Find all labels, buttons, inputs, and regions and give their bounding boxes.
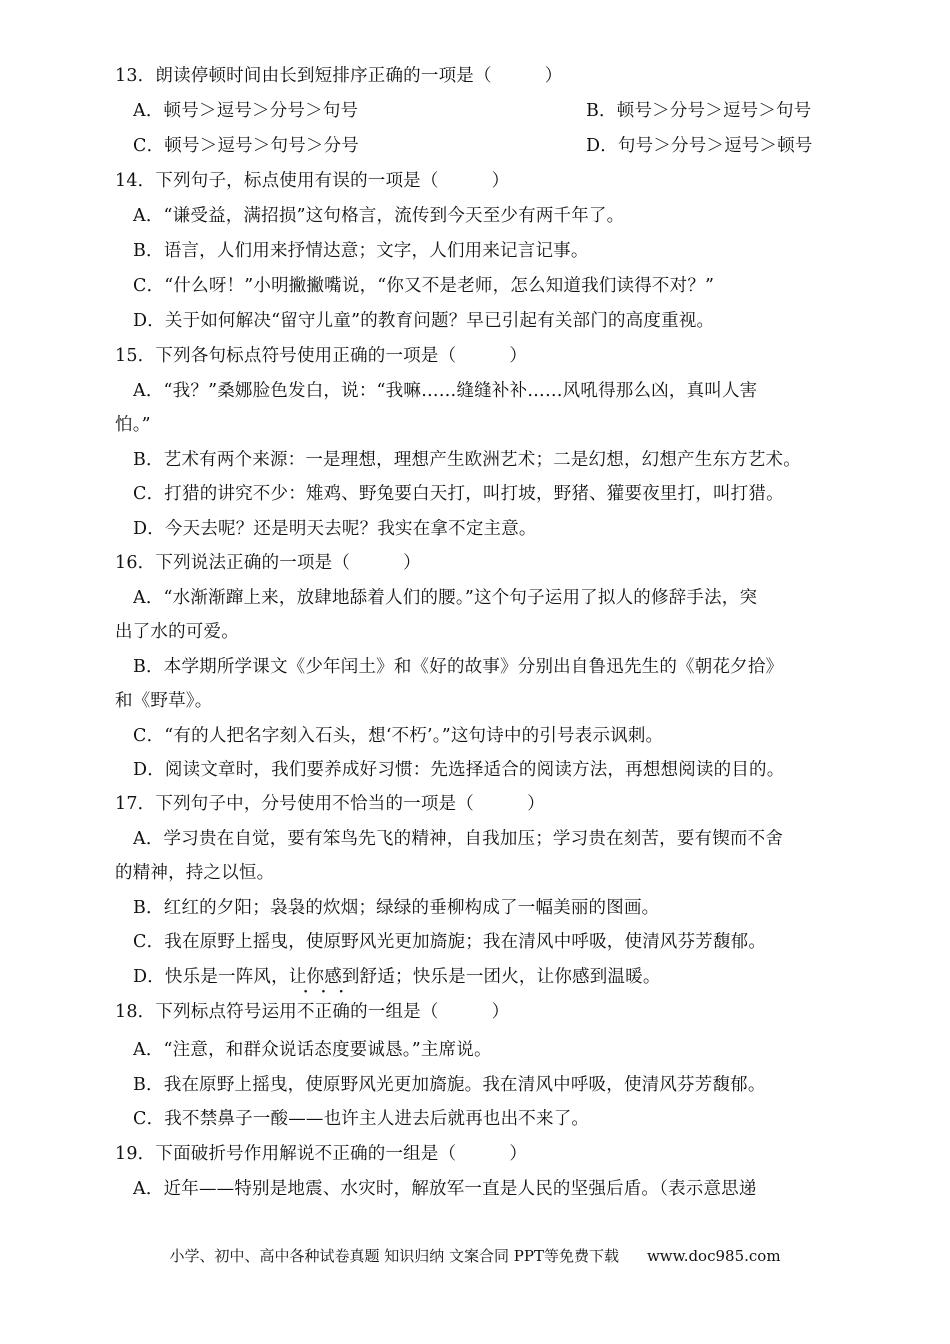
question-13-stem: 13．朗读停顿时间由长到短排序正确的一项是（ ） [115, 66, 563, 86]
question-15-option-c: C．打猎的讲究不少：雉鸡、野兔要白天打，叫打坡，野猪、獾要夜里打，叫打猎。 [133, 484, 784, 504]
question-13-option-d: D．句号＞分号＞逗号＞顿号 [586, 136, 813, 156]
question-16-option-b-continued: 和《野草》。 [115, 691, 213, 711]
footer-text: 小学、初中、高中各种试卷真题 知识归纳 文案合同 PPT等免费下载 [169, 1247, 619, 1265]
question-14-option-d: D．关于如何解决“留守儿童”的教育问题？早已引起有关部门的高度重视。 [133, 311, 715, 331]
question-14-option-a: A．“谦受益，满招损”这句格言，流传到今天至少有两千年了。 [133, 206, 625, 226]
question-18-stem-suffix: 的一组是（ ） [350, 1002, 510, 1022]
question-18-stem [115, 1000, 890, 1024]
question-19-option-a: A．近年——特别是地震、水灾时，解放军一直是人民的坚强后盾。（表示意思递 [133, 1179, 757, 1199]
question-14-option-c: C．“什么呀！”小明撇撇嘴说，“你又不是老师，怎么知道我们读得不对？” [133, 276, 715, 296]
question-16-option-d: D．阅读文章时，我们要养成好习惯：先选择适合的阅读方法，再想想阅读的目的。 [133, 760, 785, 780]
question-16-stem: 16．下列说法正确的一项是（ ） [115, 553, 421, 573]
question-13-option-b: B．顿号＞分号＞逗号＞句号 [586, 101, 812, 121]
question-18-option-c: C．我不禁鼻子一酸——也许主人进去后就再也出不来了。 [133, 1109, 590, 1129]
question-14-stem: 14．下列句子，标点使用有误的一项是（ ） [115, 171, 510, 191]
question-16-option-a-continued: 出了水的可爱。 [115, 622, 239, 642]
emphasis-char-1: 不 [296, 1002, 315, 1022]
question-17-option-a: A．学习贵在自觉，要有笨鸟先飞的精神，自我加压；学习贵在刻苦，要有锲而不舍 [133, 829, 784, 849]
question-18-option-a: A．“注意，和群众说话态度要诚恳。”主席说。 [133, 1040, 492, 1060]
question-17-stem: 17．下列句子中，分号使用不恰当的一项是（ ） [115, 794, 545, 814]
question-16-option-a: A．“水渐渐蹿上来，放肆地舔着人们的腰。”这个句子运用了拟人的修辞手法，突 [133, 588, 758, 608]
question-13-option-c: C．顿号＞逗号＞句号＞分号 [133, 136, 359, 156]
question-13-options-row-2 [133, 134, 890, 158]
emphasis-char-3: 确 [332, 1002, 351, 1022]
question-17-option-a-continued: 的精神，持之以恒。 [115, 863, 275, 883]
question-17-option-b: B．红红的夕阳；袅袅的炊烟；绿绿的垂柳构成了一幅美丽的图画。 [133, 898, 660, 918]
page-footer [0, 1245, 950, 1267]
footer-url[interactable]: www.doc985.com [646, 1247, 781, 1265]
question-18-option-b: B．我在原野上摇曳，使原野风光更加旖旎。我在清风中呼吸，使清风芬芳馥郁。 [133, 1075, 766, 1095]
question-15-option-a-continued: 怕。” [115, 415, 151, 435]
question-16-option-c: C．“有的人把名字刻入石头，想‘不朽’。”这句诗中的引号表示讽刺。 [133, 726, 664, 746]
emphasis-char-2: 正 [314, 1002, 333, 1022]
question-18-stem-prefix: 18．下列标点符号运用 [115, 1002, 297, 1022]
question-19-stem: 19．下面破折号作用解说不正确的一组是（ ） [115, 1144, 528, 1164]
question-14-option-b: B．语言，人们用来抒情达意；文字，人们用来记言记事。 [133, 241, 589, 261]
question-13-option-a: A．顿号＞逗号＞分号＞句号 [133, 101, 359, 121]
question-15-option-a: A．“我？”桑娜脸色发白，说：“我嘛……缝缝补补……风吼得那么凶，真叫人害 [133, 381, 758, 401]
question-17-option-c: C．我在原野上摇曳，使原野风光更加旖旎；我在清风中呼吸，使清风芬芳馥郁。 [133, 932, 767, 952]
question-17-option-d: D．快乐是一阵风，让你感到舒适；快乐是一团火，让你感到温暖。 [133, 967, 661, 987]
question-13-options-row-1 [133, 99, 890, 123]
question-15-stem: 15．下列各句标点符号使用正确的一项是（ ） [115, 346, 528, 366]
question-15-option-b: B．艺术有两个来源：一是理想，理想产生欧洲艺术；二是幻想，幻想产生东方艺术。 [133, 450, 801, 470]
question-15-option-d: D．今天去呢？还是明天去呢？我实在拿不定主意。 [133, 519, 537, 539]
question-16-option-b: B．本学期所学课文《少年闰土》和《好的故事》分别出自鲁迅先生的《朝花夕拾》 [133, 657, 784, 677]
